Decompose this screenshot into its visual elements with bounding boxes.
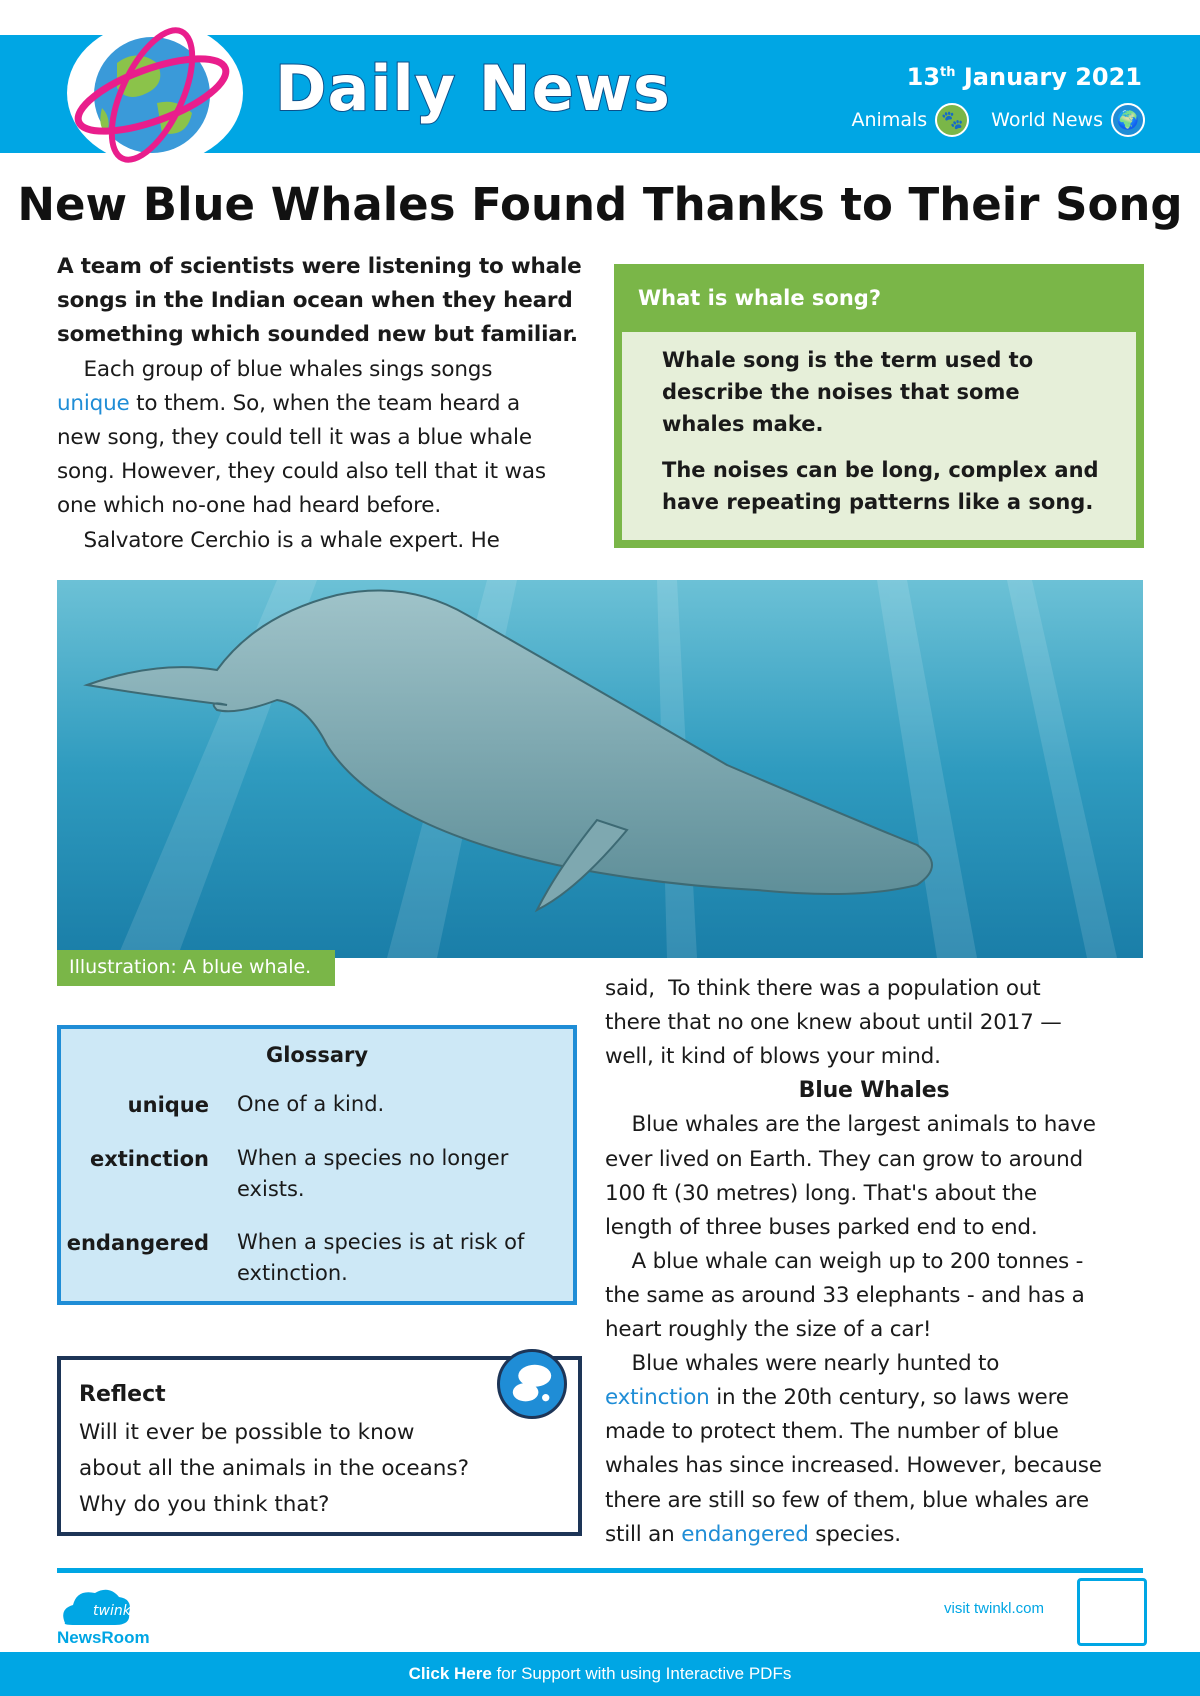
reflect-title: Reflect	[79, 1382, 166, 1407]
text-segment: new song, they could tell it was a blue whale	[57, 425, 532, 450]
globe-logo-icon	[62, 13, 248, 163]
text-line	[57, 459, 546, 484]
text-segment: Blue whales are the largest animals to have	[605, 1112, 1096, 1138]
text-segment: Blue Whales	[798, 1078, 950, 1104]
text-line	[605, 1453, 1102, 1478]
text-segment: song. However, they could also tell that it was	[57, 459, 546, 485]
text-line	[57, 528, 500, 553]
text-segment: A team of scientists were listening to whale	[57, 254, 582, 279]
glossary-link[interactable]: unique	[57, 390, 130, 416]
glossary-definition: One of a kind.	[237, 1092, 385, 1116]
reflect-question: Why do you think that?	[79, 1492, 330, 1517]
issue-date: 13th January 2021	[906, 63, 1142, 91]
whale-song-content	[622, 332, 1136, 540]
glossary-term: unique	[127, 1093, 209, 1117]
brand-title: Daily News	[275, 52, 671, 125]
text-line	[605, 1488, 1089, 1513]
globe-icon: 🌍	[1111, 103, 1145, 137]
glossary-box	[57, 1025, 577, 1305]
text-line	[605, 1010, 1062, 1035]
reflect-question: about all the animals in the oceans?	[79, 1456, 470, 1481]
text-line	[57, 288, 573, 313]
text-segment: there are still so few of them, blue whales are	[605, 1487, 1089, 1513]
glossary-title: Glossary	[265, 1043, 369, 1067]
svg-text:NewsRoom: NewsRoom	[57, 1628, 150, 1645]
glossary-definition: When a species is at risk of extinction.	[237, 1230, 525, 1285]
glossary-link[interactable]: extinction	[605, 1385, 710, 1411]
tag-animals[interactable]: Animals	[851, 109, 928, 131]
text-segment: still an	[605, 1521, 682, 1547]
text-segment: Blue whales were nearly hunted to	[605, 1351, 1000, 1377]
image-caption: Illustration: A blue whale.	[57, 950, 335, 986]
blue-whale-illustration	[57, 580, 1143, 958]
text-segment: one which no-one had heard before.	[57, 493, 441, 519]
text-segment: well, it kind of blows your mind.	[605, 1044, 941, 1070]
header-banner	[0, 35, 1200, 153]
text-line	[57, 322, 578, 347]
text-segment: heart roughly the size of a car!	[605, 1317, 932, 1342]
section-heading	[605, 1078, 1143, 1103]
text-segment: the same as around 33 elephants - and has a	[605, 1282, 1085, 1308]
text-segment: Salvatore Cerchio is a whale expert. He	[57, 527, 500, 553]
headline: New Blue Whales Found Thanks to Their Song	[17, 178, 1183, 231]
thought-bubble-icon	[497, 1349, 567, 1419]
whale-song-box	[614, 264, 1144, 548]
text-segment: in the 20th century, so laws were	[709, 1385, 1069, 1411]
text-line	[57, 493, 441, 518]
text-line	[57, 357, 492, 382]
text-segment: said, To think there was a population out	[605, 976, 1041, 1001]
text-line	[605, 1249, 1083, 1274]
paw-icon: 🐾	[935, 103, 969, 137]
approved-badge	[1077, 1578, 1147, 1646]
text-segment: 100 ft (30 metres) long. That's about the	[605, 1180, 1037, 1206]
text-line	[605, 1112, 1096, 1137]
text-line	[57, 254, 582, 279]
svg-text:twinkl: twinkl	[93, 1603, 135, 1619]
glossary-definition: When a species no longer exists.	[237, 1146, 509, 1201]
footer-divider	[57, 1568, 1143, 1573]
text-segment: ever lived on Earth. They can grow to around	[605, 1146, 1083, 1172]
text-line	[605, 976, 1040, 1001]
text-segment: something which sounded new but familiar.	[57, 322, 578, 348]
text-segment: A blue whale can weigh up to 200 tonnes -	[605, 1248, 1084, 1274]
text-line	[605, 1317, 931, 1342]
whale-song-para-2: The noises can be long, complex and have repeating patterns like a song.	[662, 458, 1099, 514]
whale-song-heading: What is whale song?	[638, 286, 882, 310]
support-link-bar[interactable]: Click Here for Support with using Interactive PDFs	[0, 1652, 1200, 1696]
twinkl-newsroom-logo	[57, 1585, 172, 1645]
text-segment: Each group of blue whales sings songs	[57, 356, 493, 382]
text-line	[605, 1419, 1059, 1444]
reflect-question: Will it ever be possible to know	[79, 1420, 415, 1445]
text-line	[57, 425, 532, 450]
text-segment: made to protect them. The number of blue	[605, 1419, 1059, 1445]
tag-world-news[interactable]: World News	[991, 109, 1103, 131]
text-line	[605, 1385, 1069, 1410]
text-segment: species.	[808, 1521, 901, 1547]
glossary-term: endangered	[66, 1231, 209, 1255]
text-line	[605, 1351, 999, 1376]
text-segment: songs in the Indian ocean when they heard	[57, 288, 573, 314]
text-segment: there that no one knew about until 2017 —	[605, 1010, 1062, 1036]
text-line	[605, 1181, 1037, 1206]
category-tags	[852, 103, 1146, 137]
text-line	[57, 391, 520, 416]
text-segment: whales has since increased. However, because	[605, 1453, 1102, 1479]
whale-song-para-1: Whale song is the term used to describe the noises that some whales make.	[662, 348, 1034, 436]
text-segment: length of three buses parked end to end.	[605, 1214, 1038, 1240]
text-segment: to them. So, when the team heard a	[129, 390, 520, 416]
visit-twinkl-link[interactable]: visit twinkl.com	[944, 1600, 1045, 1617]
text-line	[605, 1522, 901, 1547]
text-line	[605, 1044, 941, 1069]
glossary-link[interactable]: endangered	[681, 1521, 809, 1547]
glossary-term: extinction	[89, 1147, 209, 1171]
text-line	[605, 1147, 1083, 1172]
text-line	[605, 1283, 1085, 1308]
text-line	[605, 1215, 1038, 1240]
